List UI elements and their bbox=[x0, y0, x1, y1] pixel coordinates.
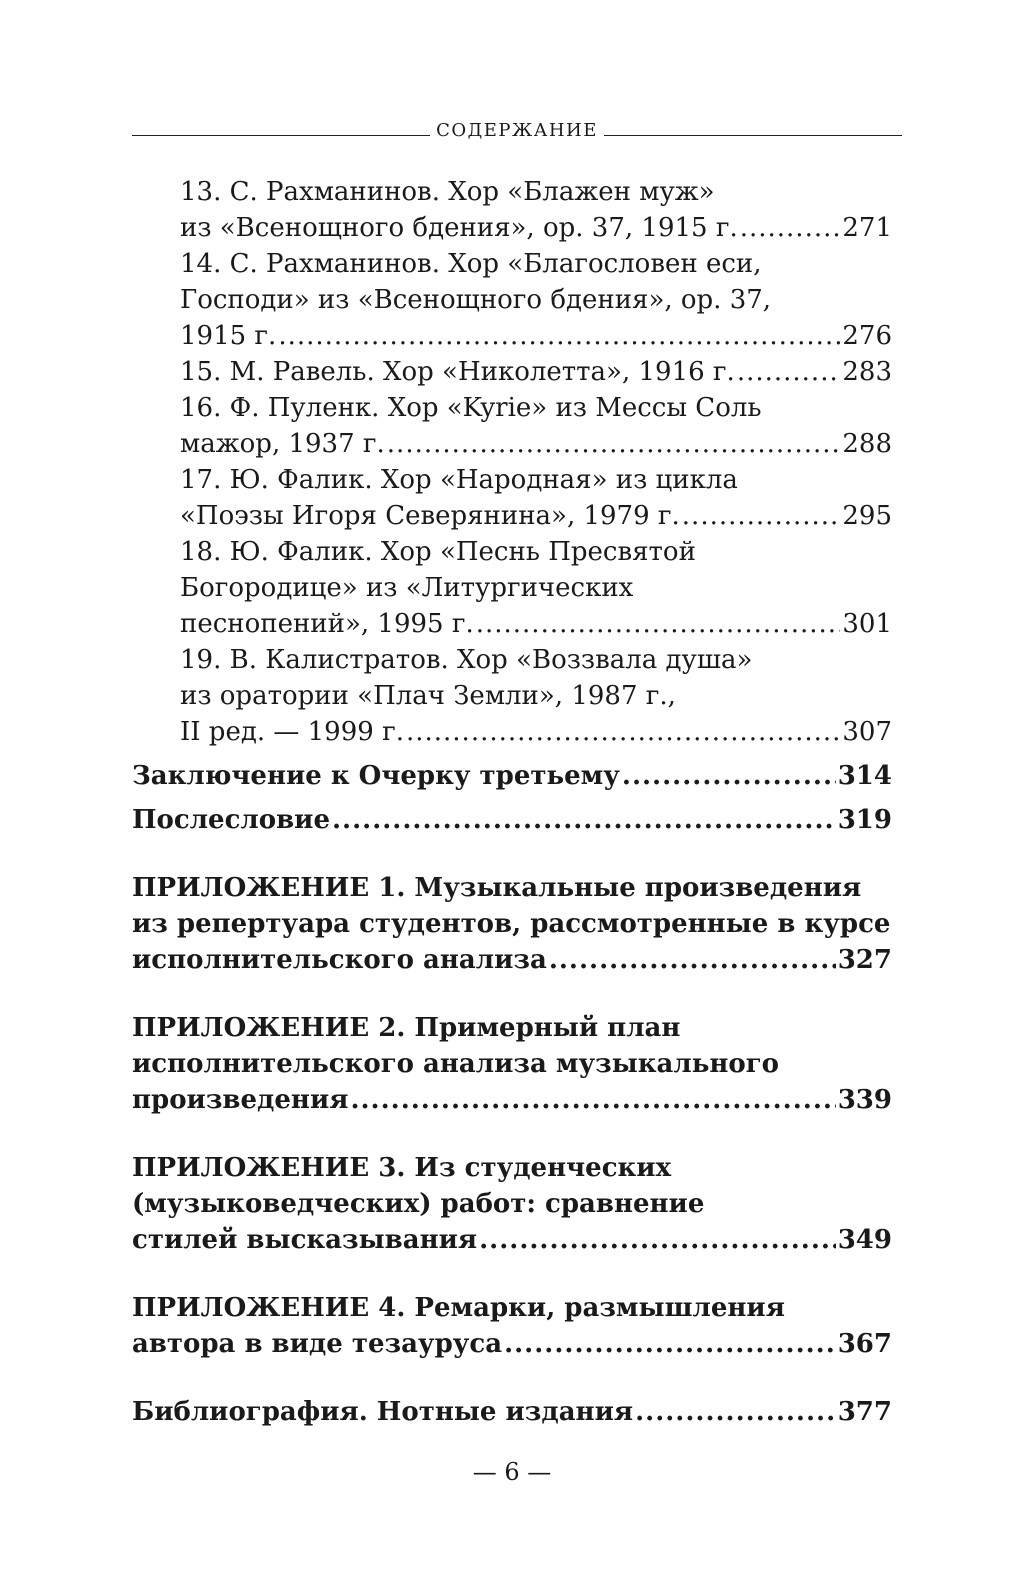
dot-leader bbox=[476, 606, 841, 642]
page-number: 314 bbox=[837, 761, 892, 791]
entry-text-line: ПРИЛОЖЕНИЕ 2. Примерный план bbox=[132, 1013, 681, 1043]
dot-leader bbox=[740, 210, 841, 246]
page-number: 377 bbox=[837, 1397, 892, 1427]
dot-leader bbox=[278, 318, 840, 354]
entry-text-line: ПРИЛОЖЕНИЕ 3. Из студенческих bbox=[132, 1153, 672, 1183]
page-number: 276 bbox=[842, 321, 892, 351]
entry-text-line: Библиография. Нотные издания bbox=[132, 1397, 634, 1427]
entry-text-line: 15. М. Равель. Хор «Николетта», 1916 г. bbox=[180, 357, 735, 387]
toc-entry[interactable] bbox=[132, 462, 892, 534]
toc-entry[interactable] bbox=[132, 390, 892, 462]
entry-text-line: из «Всенощного бдения», ор. 37, 1915 г. bbox=[180, 213, 738, 243]
page-number: 339 bbox=[837, 1085, 892, 1115]
entry-text-line: из репертуара студентов, рассмотренные в курсе bbox=[132, 909, 891, 939]
entry-text-line: исполнительского анализа bbox=[132, 945, 547, 975]
entry-text-line: песнопений», 1995 г. bbox=[180, 609, 474, 639]
dot-leader bbox=[682, 498, 841, 534]
toc-entry[interactable] bbox=[132, 1150, 892, 1258]
entry-text-line: Послесловие bbox=[132, 805, 330, 835]
table-of-contents bbox=[132, 174, 892, 1430]
page-number: 327 bbox=[837, 945, 892, 975]
page-number: 288 bbox=[842, 429, 892, 459]
dot-leader bbox=[549, 942, 836, 978]
header-rule-right bbox=[604, 135, 902, 136]
entry-text-line: 17. Ю. Фалик. Хор «Народная» из цикла bbox=[180, 465, 738, 495]
dot-leader bbox=[479, 1222, 836, 1258]
entry-text-line: ПРИЛОЖЕНИЕ 1. Музыкальные произведения bbox=[132, 873, 862, 903]
toc-entry[interactable] bbox=[132, 174, 892, 246]
entry-text-line: II ред. — 1999 г. bbox=[180, 717, 404, 747]
entry-text-line: исполнительского анализа музыкального bbox=[132, 1049, 780, 1079]
entry-text-line: Богородице» из «Литургических bbox=[180, 573, 634, 603]
entry-text-line: 16. Ф. Пуленк. Хор «Kyrie» из Мессы Соль bbox=[180, 393, 762, 423]
page-number: 319 bbox=[837, 805, 892, 835]
toc-entry[interactable] bbox=[132, 534, 892, 642]
entry-text-line: 19. В. Калистратов. Хор «Воззвала душа» bbox=[180, 645, 753, 675]
entry-text-line: из оратории «Плач Земли», 1987 г., bbox=[180, 681, 676, 711]
entry-text-line: 14. С. Рахманинов. Хор «Благословен еси, bbox=[180, 249, 762, 279]
page-folio: — 6 — bbox=[472, 1458, 552, 1486]
page-number: 283 bbox=[842, 357, 892, 387]
dot-leader bbox=[622, 758, 836, 794]
header-title: СОДЕРЖАНИЕ bbox=[436, 120, 598, 141]
toc-entry[interactable] bbox=[132, 246, 892, 354]
dot-leader bbox=[635, 1394, 836, 1430]
entry-text-line: «Поэзы Игоря Северянина», 1979 г. bbox=[180, 501, 680, 531]
toc-entry[interactable] bbox=[132, 1010, 892, 1118]
page-number: 295 bbox=[842, 501, 892, 531]
toc-entry[interactable] bbox=[132, 642, 892, 750]
page-number: 271 bbox=[842, 213, 892, 243]
toc-entry[interactable] bbox=[132, 758, 892, 794]
dot-leader bbox=[350, 1082, 835, 1118]
entry-text-line: стилей высказывания bbox=[132, 1225, 478, 1255]
header-rule-left bbox=[132, 135, 430, 136]
entry-text-line: Господи» из «Всенощного бдения», ор. 37, bbox=[180, 285, 772, 315]
entry-text-line: автора в виде тезауруса bbox=[132, 1329, 503, 1359]
page-number: 301 bbox=[842, 609, 892, 639]
entry-text-line: мажор, 1937 г. bbox=[180, 429, 385, 459]
entry-text-line: 18. Ю. Фалик. Хор «Песнь Пресвятой bbox=[180, 537, 696, 567]
toc-entry[interactable] bbox=[132, 870, 892, 978]
dot-leader bbox=[504, 1326, 836, 1362]
toc-entry[interactable] bbox=[132, 354, 892, 390]
toc-entry[interactable] bbox=[132, 802, 892, 838]
entry-text-line: 1915 г. bbox=[180, 321, 277, 351]
dot-leader bbox=[387, 426, 841, 462]
entry-text-line: (музыковедческих) работ: сравнение bbox=[132, 1189, 705, 1219]
page-number: 349 bbox=[837, 1225, 892, 1255]
page-number: 367 bbox=[837, 1329, 892, 1359]
entry-text-line: 13. С. Рахманинов. Хор «Блажен муж» bbox=[180, 177, 715, 207]
entry-text-line: Заключение к Очерку третьему bbox=[132, 761, 620, 791]
entry-text-line: ПРИЛОЖЕНИЕ 4. Ремарки, размышления bbox=[132, 1293, 785, 1323]
toc-entry[interactable] bbox=[132, 1394, 892, 1430]
dot-leader bbox=[406, 714, 840, 750]
dot-leader bbox=[332, 802, 836, 838]
entry-text-line: произведения bbox=[132, 1085, 349, 1115]
page-number: 307 bbox=[842, 717, 892, 747]
toc-entry[interactable] bbox=[132, 1290, 892, 1362]
dot-leader bbox=[737, 354, 841, 390]
running-header bbox=[132, 112, 902, 142]
